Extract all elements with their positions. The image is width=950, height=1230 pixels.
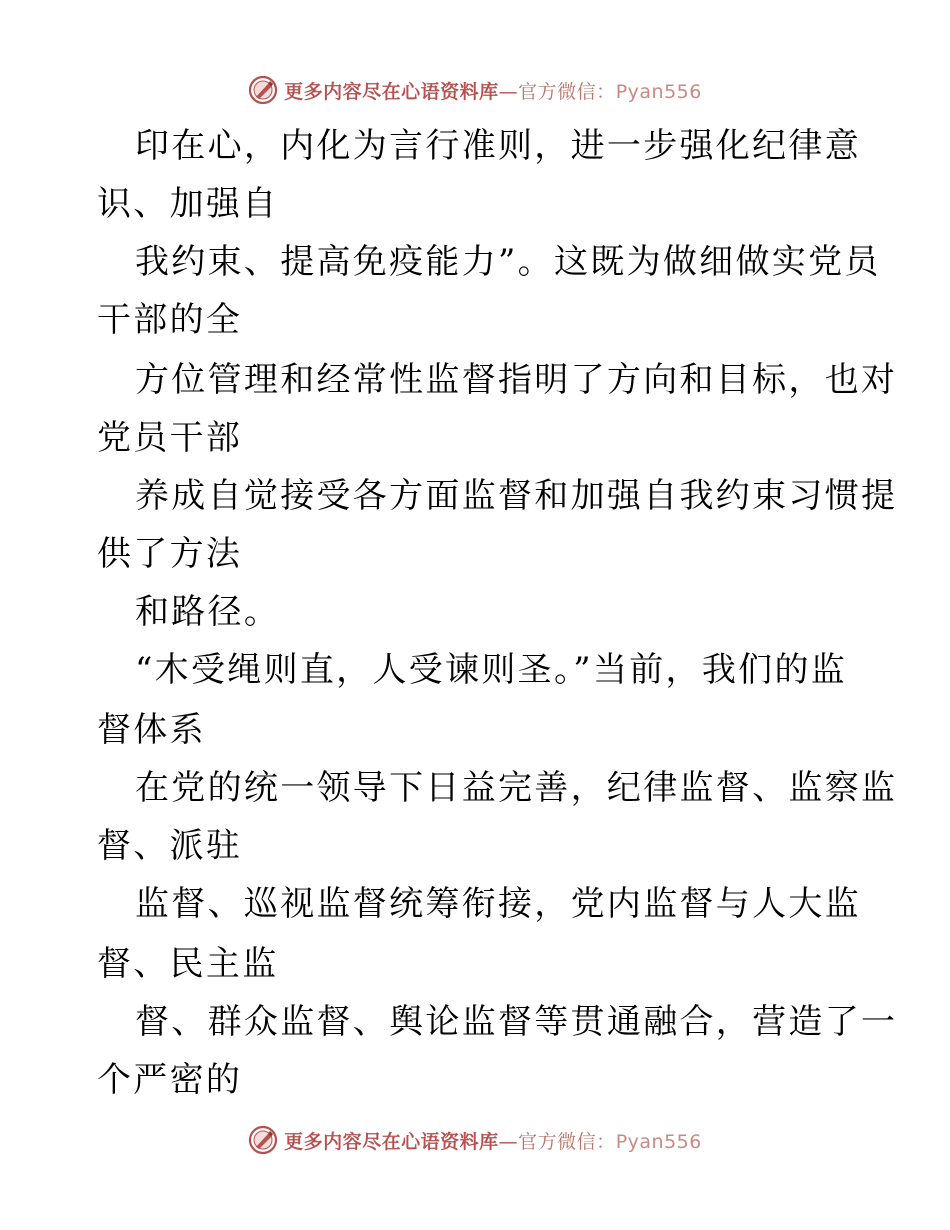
header-banner-text — [284, 77, 702, 104]
body-line: 监督、巡视监督统筹衔接，党内监督与人大监 — [135, 884, 861, 924]
body-line: 方位管理和经常性监督指明了方向和目标，也对 — [135, 360, 898, 400]
body-line: 干部的全 — [97, 300, 243, 340]
banner-separator: — — [498, 1130, 519, 1153]
body-line: 养成自觉接受各方面监督和加强自我约束习惯提 — [135, 476, 898, 516]
banner-wechat-id: Pyan556 — [615, 1130, 702, 1153]
banner-site-text: 更多内容尽在心语资料库 — [284, 1130, 499, 1153]
banner-separator: — — [498, 80, 519, 103]
banner-wechat-label: 官方微信： — [518, 1130, 616, 1153]
body-line: 在党的统一领导下日益完善，纪律监督、监察监 — [135, 768, 898, 808]
body-line: 印在心，内化为言行准则，进一步强化纪律意 — [135, 126, 861, 166]
body-line: 督、群众监督、舆论监督等贯通融合，营造了一 — [135, 1002, 898, 1042]
banner-site-text: 更多内容尽在心语资料库 — [284, 80, 499, 103]
body-line: 我约束、提高免疫能力”。这既为做细做实党员 — [135, 242, 881, 282]
banner-wechat-label: 官方微信： — [518, 80, 616, 103]
body-line: 个严密的 — [97, 1060, 243, 1100]
pen-seal-logo-icon — [248, 1125, 278, 1155]
body-line: 和路径。 — [135, 592, 281, 632]
pen-seal-logo-icon — [248, 75, 278, 105]
header-banner — [0, 70, 950, 110]
body-line: 督、派驻 — [97, 826, 243, 866]
banner-wechat-id: Pyan556 — [615, 80, 702, 103]
body-line: “木受绳则直，人受谏则圣。”当前，我们的监 — [135, 650, 848, 690]
body-line: 党员干部 — [97, 418, 243, 458]
body-line: 督、民主监 — [97, 944, 279, 984]
body-line: 识、加强自 — [97, 184, 279, 224]
body-line: 督体系 — [97, 710, 206, 750]
footer-banner — [0, 1120, 950, 1160]
footer-banner-text — [284, 1127, 702, 1154]
body-line: 供了方法 — [97, 534, 243, 574]
